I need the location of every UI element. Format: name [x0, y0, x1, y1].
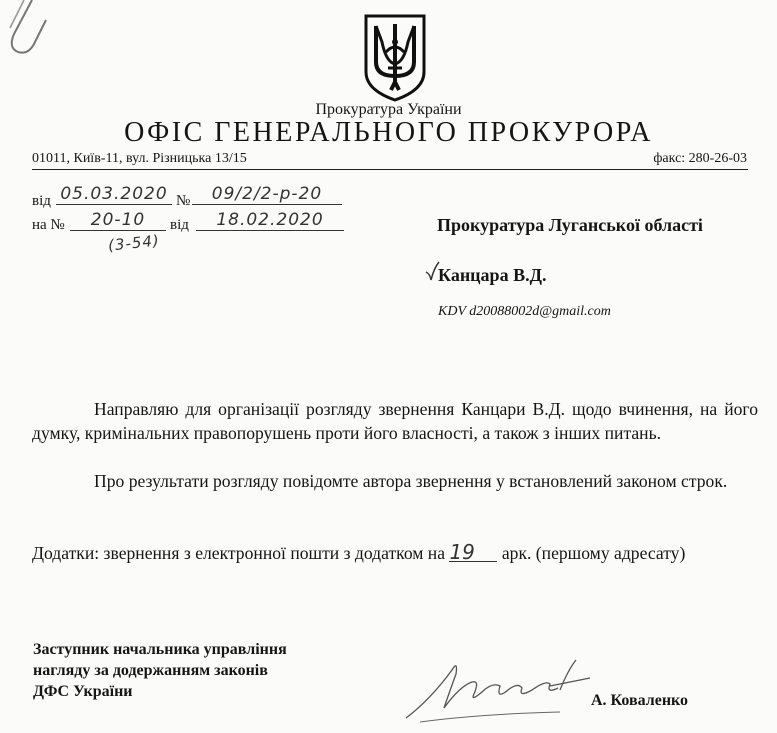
from-label: від	[32, 193, 51, 209]
recipient-person: Канцара В.Д.	[438, 265, 547, 285]
paperclip-icon	[2, 0, 48, 56]
reply-date-label: від	[170, 217, 189, 233]
office-title: ОФІС ГЕНЕРАЛЬНОГО ПРОКУРОРА	[124, 117, 653, 148]
body-paragraph-2: Про результати розгляду повідомте автора звернення у встановлений законом строк.	[94, 471, 728, 491]
attachments-suffix: арк. (першому адресату)	[501, 543, 686, 563]
reply-number: 20-10	[70, 210, 166, 231]
signer-name: А. Коваленко	[591, 692, 689, 709]
attachments-prefix: Додатки: звернення з електронної пошти з додатком на	[32, 543, 446, 563]
position-line-3: ДФС України	[33, 683, 133, 700]
number-label: №	[176, 193, 191, 209]
office-address: 01011, Київ-11, вул. Різницька 13/15	[32, 151, 247, 166]
recipient-email: KDV d20088002d@gmail.com	[438, 304, 611, 319]
office-fax: факс: 280-26-03	[653, 151, 747, 166]
from-date: 05.03.2020	[56, 184, 172, 205]
signatory-position	[33, 639, 287, 702]
body-paragraph-1: Направляю для організації розгляду звернення Канцари В.Д. щодо вчинення, на його думку, кримінальних правопорушень проти його власності, а також з інших питань.	[32, 399, 758, 443]
reply-number-extra: (3-54)	[107, 231, 161, 255]
recipient-organization: Прокуратура Луганської області	[437, 215, 703, 235]
reply-label: на №	[32, 217, 65, 233]
handwritten-signature	[400, 630, 600, 725]
reply-date: 18.02.2020	[196, 210, 344, 231]
outgoing-number: 09/2/2-р-20	[192, 184, 342, 205]
agency-name: Прокуратура України	[315, 101, 462, 118]
coat-of-arms-icon	[362, 12, 428, 102]
position-line-2: нагляду за додержанням законів	[33, 662, 268, 679]
header-divider	[32, 169, 748, 170]
attachments-paragraph	[32, 542, 758, 566]
position-line-1: Заступник начальника управління	[33, 641, 287, 658]
attachments-count: 19	[449, 543, 497, 562]
